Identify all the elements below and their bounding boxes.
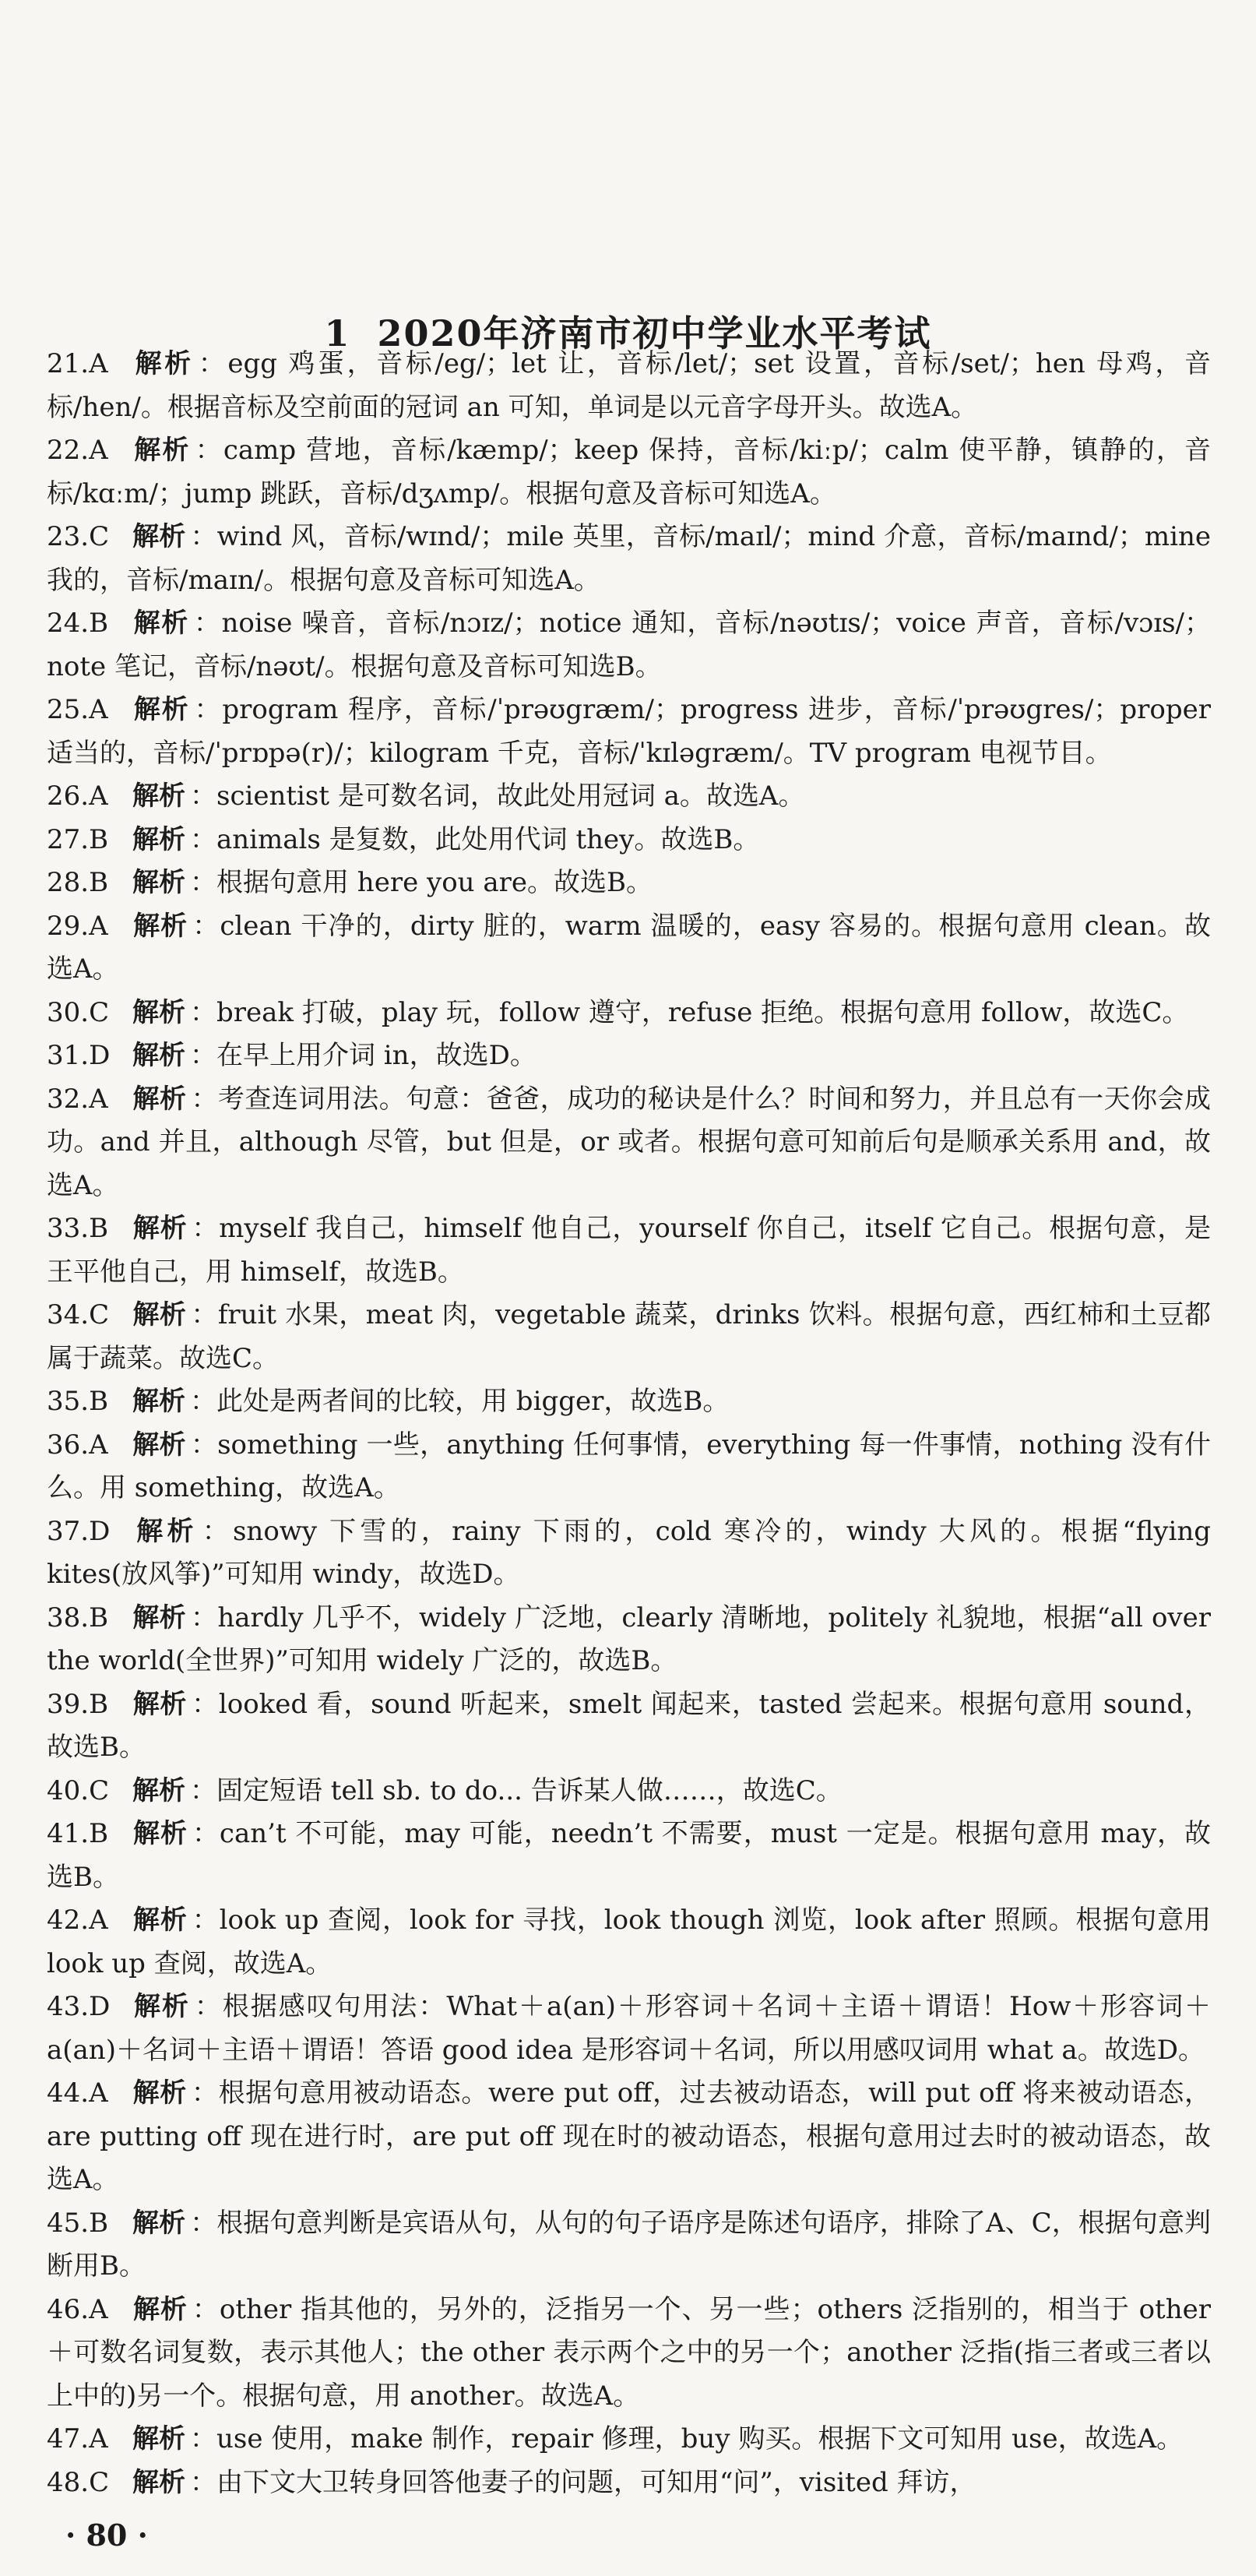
answer-label: 42.A — [47, 1905, 108, 1936]
answer-label: 40.C — [47, 1774, 110, 1806]
answer-item — [47, 819, 1211, 862]
answer-text: 此处是两者间的比较，用 bigger，故选B。 — [216, 1386, 730, 1417]
answer-label: 32.A — [47, 1083, 108, 1115]
section-title-text: 2020年济南市初中学业水平考试 — [377, 312, 932, 354]
analysis-colon: ： — [192, 1905, 220, 1936]
answer-label: 25.A — [47, 694, 108, 725]
analysis-tag: 解析 — [132, 1602, 186, 1633]
analysis-colon: ： — [190, 521, 217, 552]
answer-text: wind 风，音标/wɪnd/；mile 英里，音标/maɪl/；mind 介意，音标/maɪnd/；mine 我的，音标/maɪn/。根据句意及音标可知选A。 — [47, 521, 1211, 596]
answer-item — [47, 2072, 1211, 2202]
answer-label: 41.B — [47, 1818, 109, 1849]
answer-label: 45.B — [47, 2207, 109, 2239]
answer-text: 在早上用介词 in，故选D。 — [216, 1040, 537, 1071]
answer-item — [47, 1034, 1211, 1078]
answer-item — [47, 2418, 1211, 2461]
answer-item — [47, 1294, 1211, 1380]
answer-text: looked 看，sound 听起来，smelt 闻起来，tasted 尝起来。根据句意用 sound，故选B。 — [47, 1688, 1212, 1763]
answer-text: hardly 几乎不，widely 广泛地，clearly 清晰地，politely 礼貌地，根据“all over the world(全世界)”可知用 widely 广泛的，故选B。 — [47, 1602, 1211, 1676]
analysis-colon: ： — [191, 1299, 218, 1330]
answer-text: animals 是复数，此处用代词 they。故选B。 — [216, 823, 760, 855]
answer-label: 43.D — [47, 1991, 111, 2022]
answer-text: noise 噪音，音标/nɔɪz/；notice 通知，音标/nəʊtɪs/；voice 声音，音标/vɔɪs/；note 笔记，音标/nəʊt/。根据句意及音标可知选B。 — [47, 608, 1212, 682]
answer-text: myself 我自己，himself 他自己，yourself 你自己，itself 它自己。根据句意，是王平他自己，用 himself，故选B。 — [47, 1213, 1212, 1288]
answer-label: 22.A — [47, 435, 108, 466]
answer-item — [47, 1986, 1211, 2072]
analysis-tag: 解析 — [132, 1040, 185, 1071]
analysis-colon: ： — [190, 1040, 216, 1071]
analysis-tag: 解析 — [132, 2466, 185, 2498]
answer-text: fruit 水果，meat 肉，vegetable 蔬菜，drinks 饮料。根据句意，西红柿和土豆都属于蔬菜。故选C。 — [47, 1299, 1212, 1374]
analysis-tag: 解析 — [132, 2207, 186, 2239]
answer-label: 21.A — [47, 348, 108, 379]
analysis-colon: ： — [190, 1602, 218, 1633]
answer-item — [47, 343, 1211, 429]
answer-item — [47, 1078, 1211, 1208]
answer-item — [47, 1683, 1211, 1770]
analysis-colon: ： — [191, 2077, 219, 2109]
answer-item — [47, 2461, 1211, 2505]
analysis-tag: 解析 — [132, 1774, 185, 1806]
analysis-colon: ： — [193, 608, 222, 639]
answer-label: 36.A — [47, 1429, 108, 1461]
analysis-tag: 解析 — [132, 1386, 185, 1417]
answer-text: egg 鸡蛋，音标/eg/；let 让，音标/let/；set 设置，音标/set/；hen 母鸡，音标/hen/。根据音标及空前面的冠词 an 可知，单词是以元音字母开头。故选A。 — [47, 348, 1211, 423]
answer-item — [47, 905, 1211, 992]
analysis-tag: 解析 — [132, 867, 185, 898]
answer-item — [47, 2202, 1211, 2289]
answer-label: 38.B — [47, 1602, 109, 1633]
analysis-colon: ： — [198, 348, 228, 379]
analysis-colon: ： — [190, 867, 216, 898]
analysis-colon: ： — [190, 781, 216, 812]
answer-item — [47, 1597, 1211, 1683]
answer-text: break 打破，play 玩，follow 遵守，refuse 拒绝。根据句意用 follow，故选C。 — [216, 996, 1189, 1028]
answer-text: camp 营地，音标/kæmp/；keep 保持，音标/kiːp/；calm 使平静，镇静的，音标/kɑːm/；jump 跳跃，音标/dʒʌmp/。根据句意及音标可知选A。 — [47, 435, 1212, 509]
answer-item — [47, 602, 1211, 689]
answer-text: scientist 是可数名词，故此处用冠词 a。故选A。 — [216, 781, 805, 812]
answer-text: other 指其他的，另外的，泛指另一个、另一些；others 泛指别的，相当于 other＋可数名词复数，表示其他人；the other 表示两个之中的另一个；another 泛指(指三者或三者以上中的)另一个。根据句意，用 another。故选A。 — [47, 2293, 1211, 2412]
analysis-tag: 解析 — [132, 1818, 188, 1849]
analysis-tag: 解析 — [132, 1905, 188, 1936]
answer-item — [47, 775, 1211, 819]
answer-label: 39.B — [47, 1688, 109, 1720]
analysis-tag: 解析 — [132, 1213, 188, 1244]
analysis-colon: ： — [190, 2466, 216, 2498]
analysis-tag: 解析 — [132, 781, 185, 812]
answer-text: 根据句意用被动语态。were put off，过去被动语态，will put off 将来被动语态，are putting off 现在进行时，are put off 现在时的被动语态，根据句意用过去时的被动语态，故选A。 — [47, 2077, 1211, 2195]
answer-label: 31.D — [47, 1040, 111, 1071]
answer-item — [47, 516, 1211, 602]
answer-label: 44.A — [47, 2077, 108, 2109]
answer-label: 48.C — [47, 2466, 110, 2498]
answer-text: 由下文大卫转身回答他妻子的问题，可知用“问”，visited 拜访， — [216, 2466, 976, 2498]
answer-label: 28.B — [47, 867, 109, 898]
answer-text: program 程序，音标/ˈprəʊgræm/；progress 进步，音标/ˈprəʊgres/；proper 适当的，音标/ˈprɒpə(r)/；kilogram 千克，音标/ˈkɪləgræm/。TV program 电视节目。 — [47, 694, 1212, 769]
analysis-colon: ： — [190, 1429, 218, 1461]
analysis-tag: 解析 — [132, 823, 185, 855]
answer-label: 47.A — [47, 2423, 108, 2454]
analysis-tag: 解析 — [132, 1299, 187, 1330]
answer-label: 24.B — [47, 608, 109, 639]
answer-text: something 一些，anything 任何事情，everything 每一件事情，nothing 没有什么。用 something，故选A。 — [47, 1429, 1212, 1503]
analysis-tag: 解析 — [132, 1083, 187, 1115]
analysis-colon: ： — [190, 1774, 216, 1806]
analysis-colon: ： — [190, 996, 216, 1028]
analysis-colon: ： — [194, 1991, 223, 2022]
analysis-colon: ： — [195, 435, 223, 466]
analysis-colon: ： — [190, 2207, 217, 2239]
answer-item — [47, 429, 1211, 516]
answer-text: 根据句意判断是宾语从句，从句的句子语序是陈述句语序，排除了A、C，根据句意判断用B。 — [47, 2207, 1212, 2282]
answer-list — [47, 343, 1211, 2504]
analysis-colon: ： — [192, 910, 220, 942]
answer-label: 27.B — [47, 823, 109, 855]
answer-item — [47, 992, 1211, 1035]
analysis-tag: 解析 — [132, 1688, 188, 1720]
answer-item — [47, 689, 1211, 775]
analysis-colon: ： — [192, 1688, 219, 1720]
analysis-colon: ： — [192, 1213, 220, 1244]
answer-label: 33.B — [47, 1213, 109, 1244]
answer-item — [47, 2289, 1211, 2419]
answer-text: clean 干净的，dirty 脏的，warm 温暖的，easy 容易的。根据句意用 clean。故选A。 — [47, 910, 1212, 985]
answer-item — [47, 862, 1211, 905]
analysis-colon: ： — [192, 1818, 220, 1849]
analysis-tag: 解析 — [132, 1429, 186, 1461]
analysis-tag: 解析 — [132, 2423, 185, 2454]
answer-item — [47, 1813, 1211, 1899]
answer-text: 固定短语 tell sb. to do... 告诉某人做……，故选C。 — [216, 1774, 843, 1806]
analysis-colon: ： — [194, 694, 223, 725]
answer-item — [47, 1770, 1211, 1813]
answer-label: 46.A — [47, 2293, 108, 2325]
analysis-tag: 解析 — [132, 2293, 188, 2325]
answer-label: 30.C — [47, 996, 110, 1028]
answer-label: 29.A — [47, 910, 108, 942]
answer-text: snowy 下雪的，rainy 下雨的，cold 寒冷的，windy 大风的。根据“flying kites(放风筝)”可知用 windy，故选D。 — [47, 1515, 1211, 1590]
answer-item — [47, 1899, 1211, 1986]
analysis-colon: ： — [202, 1515, 233, 1547]
answer-label: 34.C — [47, 1299, 110, 1330]
analysis-colon: ： — [190, 823, 216, 855]
answer-item — [47, 1510, 1211, 1597]
answer-text: 考查连词用法。句意：爸爸，成功的秘诀是什么？时间和努力，并且总有一天你会成功。and 并且，although 尽管，but 但是，or 或者。根据句意可知前后句是顺承关系用 and，故选A。 — [47, 1083, 1212, 1201]
section-number: 1 — [324, 312, 351, 354]
answer-item — [47, 1380, 1211, 1424]
analysis-tag: 解析 — [132, 2077, 187, 2109]
analysis-tag: 解析 — [132, 521, 186, 552]
answer-text: look up 查阅，look for 寻找，look though 浏览，look after 照顾。根据句意用 look up 查阅，故选A。 — [47, 1905, 1212, 1979]
answer-text: 根据句意用 here you are。故选B。 — [216, 867, 653, 898]
analysis-colon: ： — [191, 1083, 218, 1115]
analysis-tag: 解析 — [132, 608, 189, 639]
analysis-tag: 解析 — [132, 1991, 190, 2022]
answer-label: 26.A — [47, 781, 108, 812]
answer-label: 37.D — [47, 1515, 111, 1547]
answer-text: use 使用，make 制作，repair 修理，buy 购买。根据下文可知用 use，故选A。 — [216, 2423, 1184, 2454]
analysis-tag: 解析 — [132, 1515, 198, 1547]
analysis-tag: 解析 — [132, 910, 188, 942]
answer-item — [47, 1207, 1211, 1294]
page-number: · 80 · — [65, 2518, 148, 2553]
answer-text: 根据感叹句用法：What＋a(an)＋形容词＋名词＋主语＋谓语！How＋形容词＋a(an)＋名词＋主语＋谓语！答语 good idea 是形容词＋名词，所以用感叹词用 what a。故选D。 — [47, 1991, 1212, 2066]
analysis-colon: ： — [192, 2293, 220, 2325]
answer-label: 23.C — [47, 521, 110, 552]
answer-text: can’t 不可能，may 可能，needn’t 不需要，must 一定是。根据句意用 may，故选B。 — [47, 1818, 1211, 1893]
analysis-tag: 解析 — [132, 996, 185, 1028]
analysis-colon: ： — [190, 1386, 216, 1417]
answer-label: 35.B — [47, 1386, 109, 1417]
answer-item — [47, 1424, 1211, 1510]
analysis-colon: ： — [190, 2423, 216, 2454]
analysis-tag: 解析 — [132, 435, 191, 466]
analysis-tag: 解析 — [132, 694, 190, 725]
analysis-tag: 解析 — [132, 348, 194, 379]
